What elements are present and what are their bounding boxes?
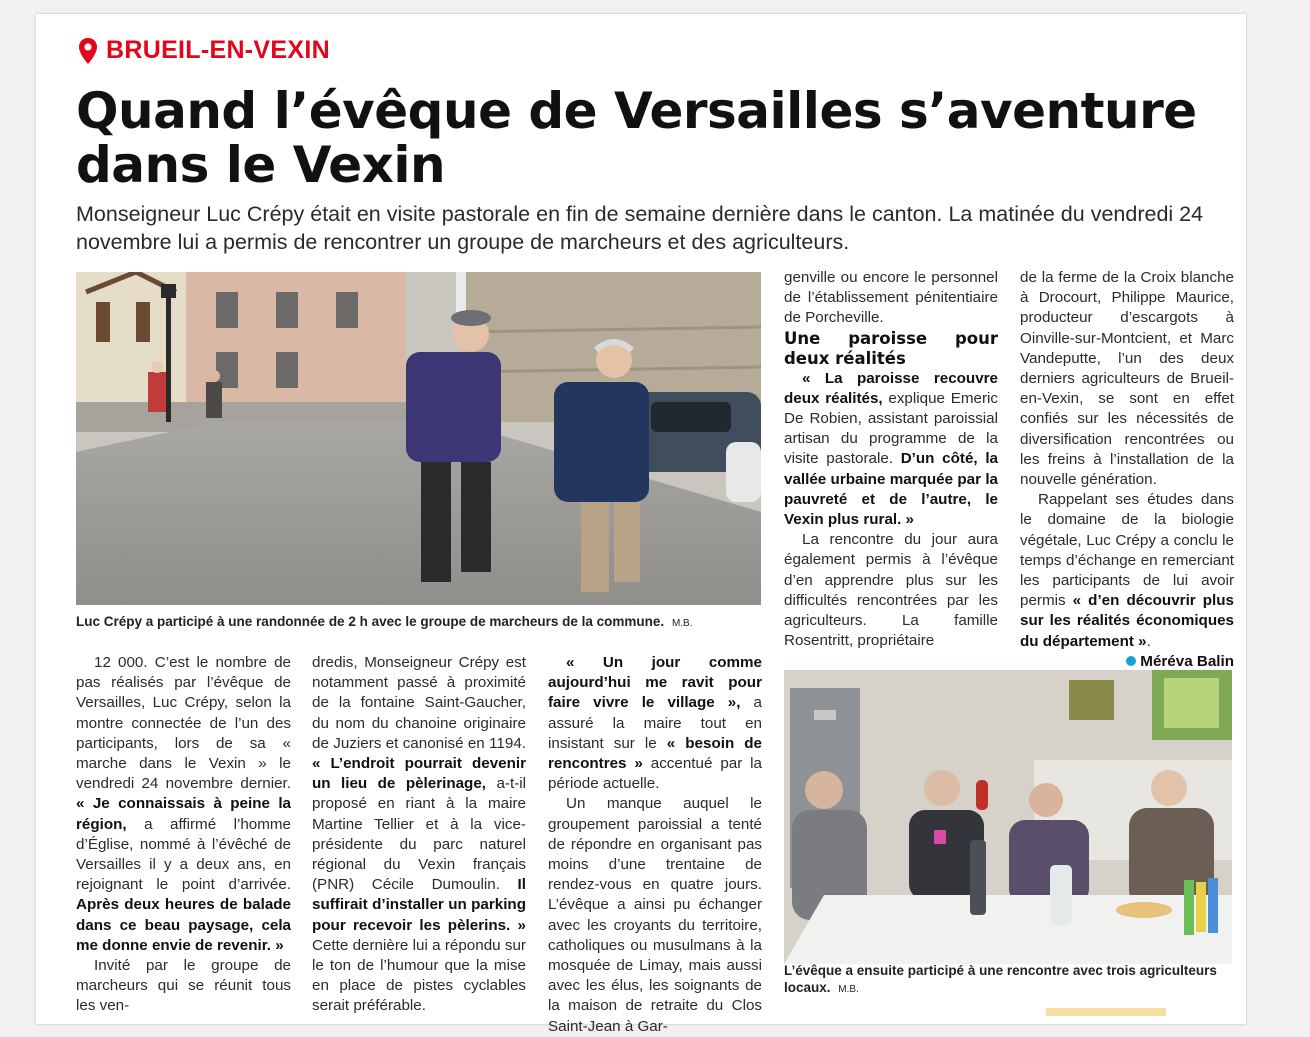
body-column-3 xyxy=(548,653,762,1037)
quote-text: « d’en découvrir plus sur les réalités économiques du département » xyxy=(1020,592,1234,650)
body-paragraph: La rencontre du jour aura également permis à l’évêque d’en apprendre plus sur les difficultés rencontrées par les agriculteurs. La famille Rosentritt, propriétaire xyxy=(784,531,998,650)
body-text: a assuré la maire tout en insistant sur le xyxy=(548,694,762,752)
photo-meeting xyxy=(784,670,1232,964)
body-text: Rappelant ses études dans le domaine de la biologie végétale, Luc Crépy a conclu le temps d’échange en remerciant les participants de lui avoir permis xyxy=(1020,491,1234,610)
headline-line-1: Quand l’évêque de Versailles s’aventure xyxy=(76,82,1197,140)
body-text: Cette dernière lui a répondu sur le ton de l’humour que la mise en place de pistes cyclables serait préférable. xyxy=(312,936,526,1015)
photo-walk-image xyxy=(76,272,761,605)
author-name: Méréva Balin xyxy=(1140,652,1234,670)
newspaper-page xyxy=(36,14,1246,1035)
body-text: a-t-il proposé en riant à la maire Martine Tellier et à la vice-présidente du parc naturel régional du Vexin français (PNR) Cécile Dumoulin. xyxy=(312,775,527,894)
body-column-2 xyxy=(312,653,526,1017)
location-name: BRUEIL-EN-VEXIN xyxy=(106,36,330,64)
photo-walk-credit: M.B. xyxy=(671,618,693,629)
body-paragraph: de la ferme de la Croix blanche à Drocourt, Philippe Maurice, producteur d’escargots à Oinville-sur-Montcient, et Marc Vandeputte, l’un des deux derniers agriculteurs de Brueil-en-Vexin, se sont en effet confiés sur les nécessités de diversification rencontrées ou les freins à l’installation de la nouvelle génération. xyxy=(1020,269,1234,489)
body-paragraph xyxy=(784,369,998,531)
headline xyxy=(76,84,1216,192)
body-paragraph xyxy=(312,653,526,1017)
quote-text: « Je connaissais à peine la région, xyxy=(76,795,291,833)
photo-meeting-credit: M.B. xyxy=(838,984,859,995)
body-paragraph xyxy=(76,653,291,956)
photo-meeting-caption xyxy=(784,962,1224,998)
quote-text: « besoin de rencontres » xyxy=(548,734,762,773)
next-article-teaser xyxy=(1046,1008,1166,1016)
body-text: dredis, Monseigneur Crépy est notamment passé à proximité de la fontaine Saint-Gaucher, du nom du chanoine originaire de Juziers et canonisé en 1194. xyxy=(312,654,526,752)
body-paragraph: Invité par le groupe de marcheurs qui se réunit tous les ven- xyxy=(76,957,291,1015)
body-text: . xyxy=(1146,632,1151,650)
quote-text: « La paroisse recouvre deux réalités, xyxy=(784,369,998,407)
photo-walk xyxy=(76,272,761,605)
body-column-1 xyxy=(76,653,291,1017)
photo-walk-caption-text: Luc Crépy a participé à une randonnée de 2 h avec le groupe de marcheurs de la commune. xyxy=(76,614,665,629)
body-paragraph xyxy=(548,653,762,794)
body-text: explique Emeric De Robien, assistant paroissial artisan du programme de la visite pastorale. xyxy=(784,389,998,468)
body-text: 12 000. C’est le nombre de pas réalisés par l’évêque de Versailles, Luc Crépy, selon la montre connectée de l’un des participants, lors de sa « marche dans le Vexin » le vendredi 24 novembre dernier. xyxy=(76,654,291,793)
photo-meeting-image xyxy=(784,670,1232,964)
body-paragraph: genville ou encore le personnel de l’établissement pénitentiaire de Porcheville. xyxy=(784,269,998,327)
quote-text: « Un jour comme aujourd’hui me ravit pour faire vivre le village », xyxy=(548,654,762,712)
headline-line-2: dans le Vexin xyxy=(76,136,446,194)
photo-meeting-caption-text: L’évêque a ensuite participé à une rencontre avec trois agriculteurs locaux. xyxy=(784,963,1217,995)
body-text: accentué par la période actuelle. xyxy=(548,755,762,793)
quote-text: Après deux heures de balade dans ce beau paysage, cela me donne envie de revenir. » xyxy=(76,896,291,954)
right-column-1 xyxy=(784,268,998,651)
right-column-2 xyxy=(1020,268,1234,672)
body-paragraph xyxy=(1020,490,1234,652)
signature-dot-icon xyxy=(1126,656,1136,666)
quote-text: D’un côté, la vallée urbaine marquée par la pauvreté et de l’autre, le Vexin plus rural. » xyxy=(784,450,998,529)
article-standfirst: Monseigneur Luc Crépy était en visite pastorale en fin de semaine dernière dans le canton. La matinée du vendredi 24 novembre lui a permis de rencontrer un groupe de marcheurs et des agriculteurs. xyxy=(76,202,1204,254)
quote-text: « L’endroit pourrait devenir un lieu de pèlerinage, xyxy=(312,755,526,793)
body-paragraph: Un manque auquel le groupement paroissial a tenté de répondre en organisant pas moins d’une trentaine de rendez-vous en quatre jours. L’évêque a ainsi pu échanger avec les croyants du territoire, catholiques ou musulmans à la mosquée de Limay, mais aussi avec les élus, les soignants de la maison de retraite du Clos Saint-Jean à Gar- xyxy=(548,795,762,1035)
photo-walk-caption xyxy=(76,613,766,632)
location-pin-icon xyxy=(78,37,98,65)
quote-text: Il suffirait d’installer un parking pour recevoir les pèlerins. » xyxy=(312,876,526,934)
body-text: a affirmé l’homme d’Église, nommé à l’évêché de Versailles il y a deux ans, en rejoignant le point d’arrivée. xyxy=(76,815,291,894)
subheading: Une paroisse pour deux réalités xyxy=(784,328,998,368)
location-kicker xyxy=(78,36,330,65)
